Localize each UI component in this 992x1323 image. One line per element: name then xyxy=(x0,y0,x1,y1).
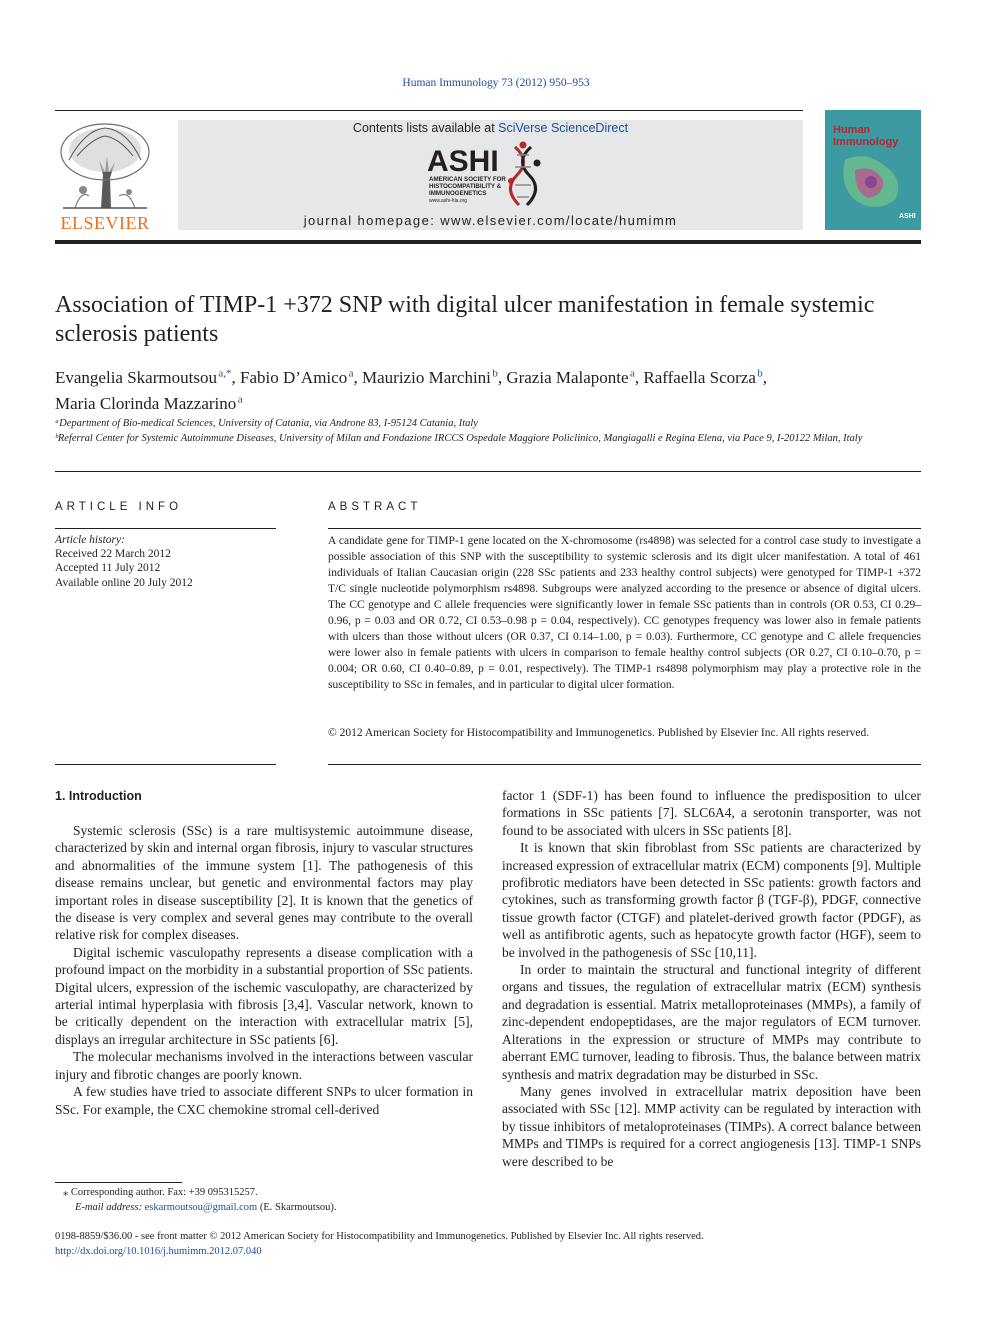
section-heading-introduction: 1. Introduction xyxy=(55,789,142,803)
history-heading: Article history: xyxy=(55,534,125,546)
contents-line xyxy=(178,121,803,135)
online-date: Available online 20 July 2012 xyxy=(55,576,193,589)
homepage-prefix: journal homepage: xyxy=(303,213,441,228)
contents-prefix: Contents lists available at xyxy=(352,121,499,135)
author-5[interactable]: Raffaella Scorza $^b$, xyxy=(643,367,768,387)
paragraph: A few studies have tried to associate different SNPs to ulcer formation in SSc. For example, the CXC chemokine stromal cell-derived xyxy=(55,1084,473,1117)
affiliation-rule xyxy=(55,471,921,472)
abstract-rule xyxy=(328,528,921,529)
abstract-label: ABSTRACT xyxy=(328,501,422,513)
abstract-copyright: © 2012 American Society for Histocompatibility and Immunogenetics. Published by Elsevier Inc. All rights reserved. xyxy=(328,727,870,739)
ashi-society-logo xyxy=(427,141,552,211)
ashi-name-line-3: IMMUNOGENETICS xyxy=(429,190,487,197)
body-column-right xyxy=(502,787,921,1170)
article-title: Association of TIMP-1 +372 SNP with digital ulcer manifestation in female systemic sclerosis patients xyxy=(55,292,875,347)
paragraph: Digital ischemic vasculopathy represents a disease complication with a profound impact on the morbidity in a substantial proportion of SSc patients. Digital ulcers, expression of the ischemic vasculopathy, are characterized by arterial intimal hyperplasia with fibrosis [3,4]. Vascular network, known to be critically dependent on the interaction with extracellular matrix [5], displays an irregular architecture in SSc patients [6]. xyxy=(55,944,473,1047)
body-column-left xyxy=(55,822,473,1118)
sciencedirect-link[interactable]: SciVerse ScienceDirect xyxy=(498,121,629,135)
paragraph: Systemic sclerosis (SSc) is a rare multisystemic autoimmune disease, characterized by skin and internal organ fibrosis, injury to vascular structures and abnormalities of the immune system [1]. The pathogenesis of this disease remains unclear, but genetic and environmental factors may play important roles in disease susceptibility [2]. It is known that the genetics of the disease is very complex and several genes may contribute to the overall relative risk for complex diseases. xyxy=(55,823,473,943)
ashi-logo-text: ASHI xyxy=(427,145,499,178)
journal-cover-thumbnail[interactable] xyxy=(825,110,921,230)
author-4[interactable]: Grazia Malaponte $^a$, xyxy=(506,367,644,387)
homepage-url[interactable]: www.elsevier.com/locate/humimm xyxy=(440,213,678,228)
email-suffix: (E. Skarmoutsou). xyxy=(257,1201,337,1213)
footer-front-matter: 0198-8859/$36.00 - see front matter © 2012 American Society for Histocompatibility and Immunogenetics. Published by Elsevier Inc. All rights reserved. xyxy=(55,1231,704,1242)
article-info-label: ARTICLE INFO xyxy=(55,501,183,513)
ashi-name-line-2: HISTOCOMPATIBILITY & xyxy=(429,183,502,190)
page-footer xyxy=(55,1230,921,1259)
ashi-name-line-1: AMERICAN SOCIETY FOR xyxy=(429,176,506,183)
accepted-date: Accepted 11 July 2012 xyxy=(55,562,161,575)
cover-title-line-2: Immunology xyxy=(833,136,899,148)
journal-homepage-line xyxy=(178,213,803,228)
journal-citation[interactable]: Human Immunology 73 (2012) 950–953 xyxy=(402,77,590,89)
paragraph: It is known that skin fibroblast from SSc patients are characterized by increased expression of extracellular matrix (ECM) components [9]. Multiple profibrotic mediators have been detected in SSc patients: growth factors and cytokines, such as transforming growth factor β (TGF-β), PDGF, connective tissue growth factor (CTGF) and platelet-derived growth factor (PDGF), as well as antifibrotic agents, such as hepatocyte growth factor (HGF), seem to be involved in the pathogenesis of SSc [10,11]. xyxy=(502,840,921,960)
elsevier-wordmark: ELSEVIER xyxy=(60,213,150,233)
cover-badge: ASHI xyxy=(899,213,916,220)
article-info-bottom-rule xyxy=(55,764,276,765)
paragraph: The molecular mechanisms involved in the interactions between vascular injury and fibrotic changes are poorly known. xyxy=(55,1049,473,1082)
email-link[interactable]: eskarmoutsou@gmail.com xyxy=(144,1201,258,1213)
affiliation-b: ᵇReferral Center for Systemic Autoimmune Diseases, University of Milan and Fondazione IRCCS Ospedale Maggiore Policlinico, Mangiagalli e Regina Elena, via Pace 9, I-20122 Milan, Italy xyxy=(55,433,863,444)
email-label: E-mail address: xyxy=(75,1201,145,1213)
author-3[interactable]: Maurizio Marchini $^b$, xyxy=(362,367,507,387)
received-date: Received 22 March 2012 xyxy=(55,548,171,561)
footnote-rule xyxy=(55,1182,182,1183)
author-1[interactable]: Evangelia Skarmoutsou $^{a,*}$, xyxy=(55,367,241,387)
cover-title-line-1: Human xyxy=(833,124,871,136)
ashi-url: www.ashi-hla.org xyxy=(429,198,468,204)
author-list xyxy=(55,362,921,415)
author-2[interactable]: Fabio D’Amico $^a$, xyxy=(240,367,363,387)
author-6[interactable]: Maria Clorinda Mazzarino $^a$ xyxy=(55,393,243,414)
header-rule xyxy=(55,110,803,111)
article-history xyxy=(55,533,276,590)
corresponding-author: ⁎ Corresponding author. Fax: +39 095315257. xyxy=(63,1187,258,1198)
abstract-bottom-rule xyxy=(328,764,921,765)
paragraph: Many genes involved in extracellular matrix deposition have been associated with SSc [12]. MMP activity can be regulated by interaction with by tissue inhibitors of metaloproteinases (TIMPs). A correct balance between MMPs and TIMPs is required for a correct angiogenesis [13]. TIMP-1 SNPs were described to be xyxy=(502,1083,921,1169)
doi-link[interactable]: http://dx.doi.org/10.1016/j.humimm.2012.07.040 xyxy=(55,1245,262,1257)
header-thick-rule xyxy=(55,240,921,244)
paragraph: factor 1 (SDF-1) has been found to influence the predisposition to ulcer formations in SSc patients [7]. SLC6A4, a serotonin transporter, was not found to be associated with ulcers in SSc patients [8]. xyxy=(502,788,921,838)
corresponding-footnote xyxy=(55,1186,473,1215)
affiliation-a: ᵃDepartment of Bio-medical Sciences, University of Catania, via Androne 83, I-95124 Catania, Italy xyxy=(55,418,478,429)
paragraph: In order to maintain the structural and functional integrity of different organs and tissues, the regulation of extracellular matrix (ECM) synthesis and degradation is essential. Matrix metalloproteinases (MMPs), a family of zinc-dependent endopeptidases, are the major regulators of ECM turnover. Alterations in the expression or structure of MMPs may contribute to aberrant EMC turnover, leading to fibrosis. Thus, the balance between matrix synthesis and matrix degradation may be disturbed in SSc. xyxy=(502,962,921,1082)
article-info-rule xyxy=(55,528,276,529)
abstract-text: A candidate gene for TIMP-1 gene located on the X-chromosome (rs4898) was selected for a control case study to investigate a possible association of this SNP with the susceptibility to systemic sclerosis and its digit ulcer manifestation. A total of 461 individuals of Italian Caucasian origin (228 SSc patients and 233 healthy control subjects) were genotyped for TIMP-1 +372 T/C single nucleotide polymorphism rs4898. Subgroups were analyzed according to the presence or absence of digital ulcers. The CC genotype and C allele frequencies were significantly lower in female SSc patients than in controls (OR 0.53, CI 0.29–0.96, p = 0.03 and OR 0.72, CI 0.53–0.98 p = 0.04, respectively). CC genotypes frequency was lower also in female patients with ulcers than those without ulcers (OR 0.37, CI 0.14–1.00, p = 0.03). Furthermore, CC genotype and C allele frequencies were lower also in female patients with ulcers in comparison to female healthy control subjects (OR 0.27, CI 0.10–0.70, p = 0.004; OR 0.60, CI 0.40–0.89, p = 0.01, respectively). The TIMP-1 rs4898 polymorphism may play a protective role in the susceptibility to SSc in females, and in particular to digital ulcer formation. xyxy=(328,535,921,691)
